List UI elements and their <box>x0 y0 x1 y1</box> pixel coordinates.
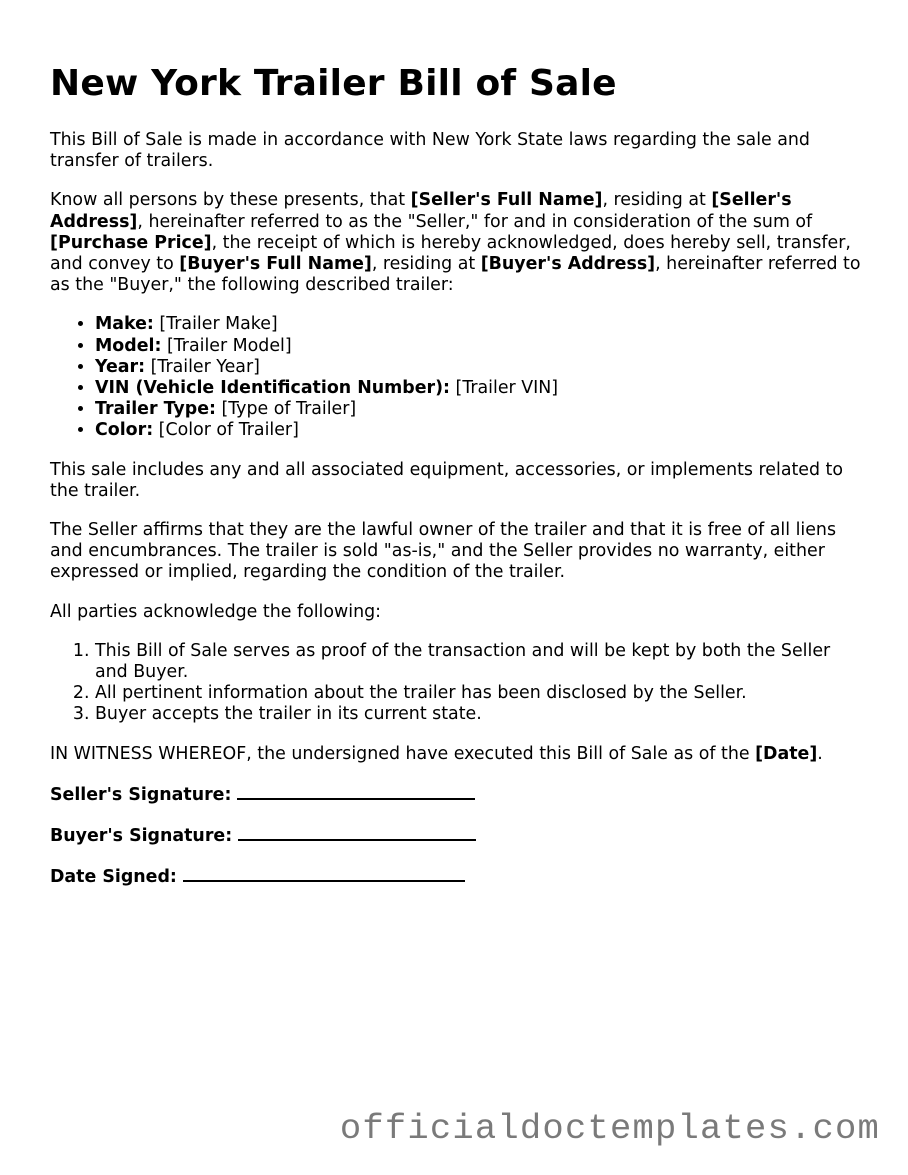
parties-text-5: , residing at <box>371 254 481 275</box>
parties-text-4: , the receipt of which is hereby acknowledged, does hereby sell, transfer, and convey to <box>50 232 851 275</box>
buyer-address-placeholder: [Buyer's Address] <box>480 254 656 275</box>
detail-value: [Trailer Model] <box>161 335 292 356</box>
parties-text-6: , hereinafter referred to as the "Buyer," the following described trailer: <box>50 254 861 296</box>
seller-signature-line[interactable] <box>237 783 475 800</box>
detail-year <box>95 357 865 378</box>
detail-vin <box>95 378 865 399</box>
document-page <box>50 58 865 888</box>
seller-signature-label: Seller's Signature: <box>50 784 232 805</box>
seller-signature-row <box>50 783 865 806</box>
warranty-paragraph: The Seller affirms that they are the lawful owner of the trailer and that it is free of all liens and encumbrances. The trailer is sold "as-is," and the Seller provides no warranty, either expressed or implied, regarding the condition of the trailer. <box>50 520 837 583</box>
detail-label: Color: <box>95 420 154 441</box>
parties-text-2: , residing at <box>602 190 712 211</box>
buyer-signature-label: Buyer's Signature: <box>50 826 233 847</box>
detail-trailer-type <box>95 399 865 420</box>
witness-paragraph <box>50 744 865 765</box>
detail-model <box>95 336 865 357</box>
acknowledgement-item: 1. This Bill of Sale serves as proof of the transaction and will be kept by both the Seller and Buyer. <box>95 641 865 683</box>
acknowledgements-list <box>50 641 865 726</box>
intro-paragraph: This Bill of Sale is made in accordance with New York State laws regarding the sale and transfer of trailers. <box>50 130 810 172</box>
equipment-paragraph: This sale includes any and all associated equipment, accessories, or implements related to the trailer. <box>50 459 844 501</box>
detail-value: [Trailer Year] <box>145 356 260 377</box>
date-signed-label: Date Signed: <box>50 867 177 888</box>
parties-text-1: Know all persons by these presents, that <box>50 190 411 211</box>
detail-label: Make: <box>95 314 154 335</box>
acknowledgement-item: 3. Buyer accepts the trailer in its current state. <box>95 704 865 725</box>
detail-label: VIN (Vehicle Identification Number): <box>95 378 450 399</box>
watermark: officialdoctemplates.com <box>339 1108 880 1149</box>
detail-label: Year: <box>95 356 146 377</box>
acknowledgement-item: 2. All pertinent information about the trailer has been disclosed by the Seller. <box>95 683 865 704</box>
detail-label: Trailer Type: <box>95 399 216 420</box>
detail-value: [Color of Trailer] <box>153 420 299 441</box>
detail-color <box>95 420 865 441</box>
witness-end: . <box>817 743 823 764</box>
purchase-price-placeholder: [Purchase Price] <box>50 232 212 253</box>
detail-make <box>95 314 865 335</box>
detail-value: [Trailer Make] <box>153 314 278 335</box>
parties-text-3: , hereinafter referred to as the "Seller," for and in consideration of the sum of <box>137 211 813 232</box>
document-title: New York Trailer Bill of Sale <box>50 63 617 104</box>
buyer-signature-row <box>50 824 865 847</box>
trailer-details-list <box>50 314 865 441</box>
seller-address-placeholder: [Seller's Address] <box>50 190 792 232</box>
detail-value: [Type of Trailer] <box>215 399 357 420</box>
date-signed-row <box>50 865 865 888</box>
detail-label: Model: <box>95 335 162 356</box>
acknowledge-intro: All parties acknowledge the following: <box>50 601 381 622</box>
date-placeholder: [Date] <box>755 743 818 764</box>
detail-value: [Trailer VIN] <box>450 378 559 399</box>
seller-name-placeholder: [Seller's Full Name] <box>410 190 603 211</box>
parties-paragraph <box>50 190 865 296</box>
buyer-name-placeholder: [Buyer's Full Name] <box>179 254 372 275</box>
buyer-signature-line[interactable] <box>238 824 476 841</box>
witness-text: IN WITNESS WHEREOF, the undersigned have executed this Bill of Sale as of the <box>50 743 756 764</box>
date-signed-line[interactable] <box>183 865 465 882</box>
